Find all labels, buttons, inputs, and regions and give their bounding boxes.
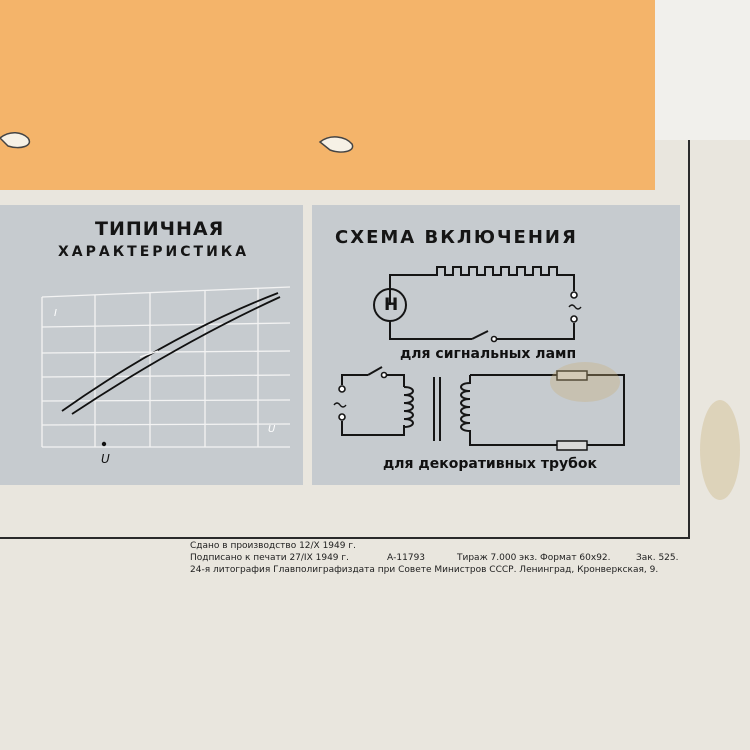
axis-i-label: I: [54, 308, 57, 319]
imprint-line-1: Сдано в производство 12/Х 1949 г.: [190, 541, 356, 551]
primary-coil: [404, 387, 413, 427]
frame-line-bottom: [0, 537, 690, 539]
characteristic-title-line1: ТИПИЧНАЯ: [95, 218, 225, 240]
curve-lower: [72, 297, 280, 414]
electrode-lower: [557, 441, 587, 450]
decorative-tube-caption: для декоративных трубок: [383, 456, 597, 472]
dec-wire-top-left: [342, 375, 368, 385]
imprint-order: Зак. 525.: [636, 553, 679, 563]
point-label: U: [101, 452, 110, 466]
orange-top-band: [0, 0, 655, 190]
frame-line-right: [688, 140, 690, 538]
imprint-signed: Подписано к печати 27/IX 1949 г.: [190, 553, 349, 563]
dec-wire-bottom-left: [342, 421, 404, 435]
imprint-code: А-11793: [387, 553, 426, 563]
circuit-title: СХЕМА ВКЛЮЧЕНИЯ: [335, 227, 578, 248]
point-marker: [102, 442, 106, 446]
resistor-wire: [390, 267, 574, 305]
characteristic-title-line2: ХАРАКТЕРИСТИКА: [58, 244, 250, 260]
wire-lower-right: [496, 323, 574, 339]
stain-mark-edge: [700, 400, 740, 500]
circuit-diagrams: [312, 205, 680, 485]
characteristic-graph: [0, 205, 303, 485]
stain-mark: [550, 362, 620, 402]
imprint-print-run: Тираж 7.000 экз. Формат 60x92.: [457, 553, 611, 563]
dec-switch-blade: [368, 367, 382, 375]
signal-lamp-caption: для сигнальных ламп: [400, 346, 577, 362]
top-illustration-fragment: [0, 120, 400, 160]
graph-grid: [42, 287, 290, 447]
switch-blade: [472, 331, 488, 339]
lamp-symbol: Н: [384, 295, 399, 315]
dec-wire-top: [386, 375, 404, 387]
secondary-coil: [461, 375, 557, 445]
imprint-line-3: 24-я литография Главполиграфиздата при Совете Министров СССР. Ленинград, Кронверкская, 9.: [190, 565, 659, 575]
ac-symbol-1: [569, 305, 581, 309]
wire-lower-left: [390, 321, 472, 339]
imprint-block: [190, 540, 690, 576]
axis-u-label: U: [268, 424, 276, 435]
ac-symbol-2: [334, 403, 346, 407]
